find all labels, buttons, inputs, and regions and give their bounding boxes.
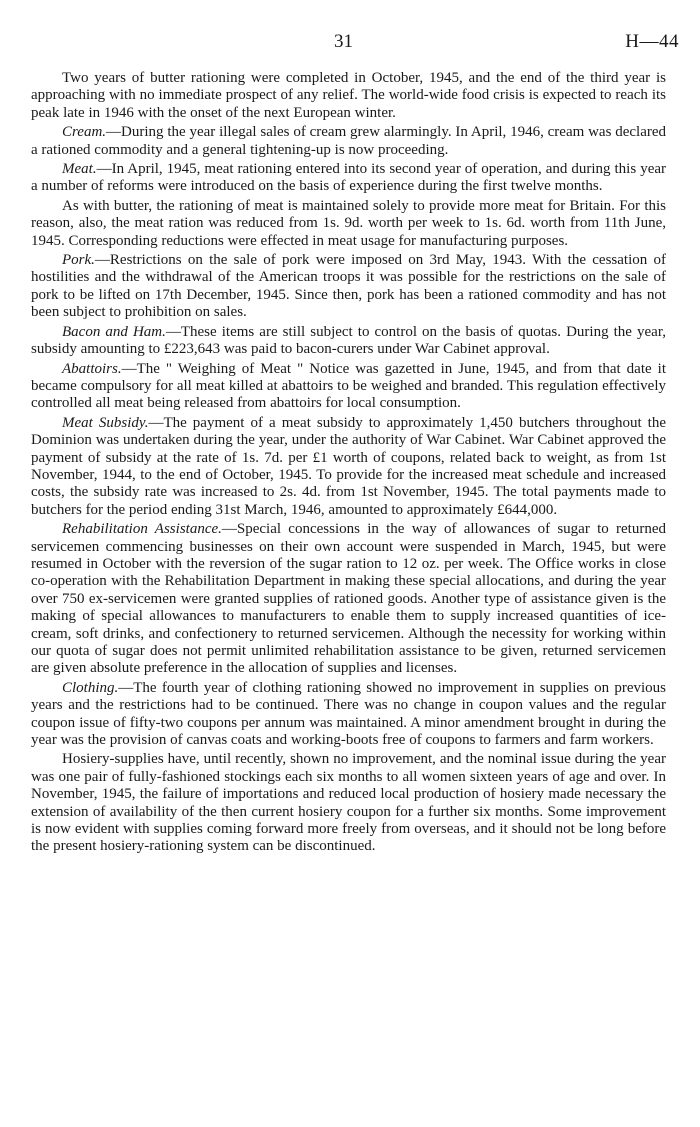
paragraph-meat — [31, 161, 666, 196]
page-number: 31 — [334, 31, 353, 52]
paragraph-text: —The " Weighing of Meat " Notice was gazetted in June, 1945, and from that date it became compulsory for all meat killed at abattoirs to be weighed and branded. This regulation effectively controlled all meat being released from abattoirs for local consumption. — [31, 360, 666, 412]
paragraph-meat-britain — [31, 198, 666, 250]
paragraph-text: As with butter, the rationing of meat is maintained solely to provide more meat for Britain. For this reason, also, the meat ration was reduced from 1s. 9d. worth per week to 1s. 6d. worth from 11th June, 1945. Corresponding reductions were effected in meat usage for manufacturing purposes. — [31, 197, 666, 249]
paragraph-text: —Restrictions on the sale of pork were imposed on 3rd May, 1943. With the cessation of hostilities and the withdrawal of the American troops it was possible for the restrictions on the sale of pork to be lifted on 17th December, 1945. Since then, pork has been a rationed commodity and has not been subject to prohibition on sales. — [31, 252, 666, 321]
paragraph-text: —In April, 1945, meat rationing entered into its second year of operation, and during this year a number of reforms were introduced on the basis of experience during the first twelve months. — [31, 161, 666, 195]
paragraph-text: Hosiery-supplies have, until recently, shown no improvement, and the nominal issue during the year was one pair of fully-fashioned stockings each six months to all women sixteen years of age and over. In November, 1945, the failure of importations and reduced local production of hosiery made necessary the extension of availability of the then current hosiery coupon for a further six months. Some improvement is now evident with supplies coming forward more freely from overseas, and it should not be long before the present hosiery-rationing system can be discontinued. — [31, 751, 666, 855]
paragraph-rehabilitation — [31, 521, 666, 678]
section-heading: Rehabilitation Assistance. — [62, 521, 222, 538]
paragraph-cream — [31, 124, 666, 159]
document-reference: H—44 — [625, 31, 679, 52]
paragraph-pork — [31, 252, 666, 322]
section-heading: Meat Subsidy. — [62, 414, 149, 431]
paragraph-text: —These items are still subject to control on the basis of quotas. During the year, subsidy amounting to £223,643 was paid to bacon-curers under War Cabinet approval. — [31, 323, 666, 358]
body-text — [31, 70, 666, 858]
paragraph-text: Two years of butter rationing were completed in October, 1945, and the end of the third year is approaching with no immediate prospect of any relief. The world-wide food crisis is expected to reach its peak late in 1946 with the onset of the next European winter. — [31, 70, 666, 121]
paragraph-clothing — [31, 680, 666, 750]
paragraph-text: —Special concessions in the way of allowances of sugar to returned servicemen commencing businesses on their own account were suspended in March, 1945, but were resumed in October with the reversion of the sugar ration to 12 oz. per week. The Office works in close co-operation with the Rehabilitation Department in making these special allocations, and during the year over 750 ex-servicemen were granted supplies of rationed goods. Another type of assistance given is the making of special allowances to manufacturers to enable them to supply increased quantities of ice-cream, soft drinks, and confectionery to returned servicemen. Although the necessity for working within our quota of sugar does not permit unlimited rehabilitation assistance to be given, returned servicemen are given absolute preference in the allocation of supplies and licenses. — [31, 521, 666, 677]
section-heading: Bacon and Ham. — [62, 323, 166, 340]
section-heading: Cream. — [62, 124, 107, 141]
paragraph-hosiery — [31, 751, 666, 855]
section-heading: Meat. — [62, 161, 97, 178]
section-heading: Clothing. — [62, 679, 119, 696]
paragraph-abattoirs — [31, 361, 666, 413]
paragraph-meat-subsidy — [31, 415, 666, 519]
section-heading: Pork. — [62, 252, 95, 269]
paragraph-bacon-ham — [31, 324, 666, 359]
section-heading: Abattoirs. — [62, 360, 122, 377]
paragraph-text: —The fourth year of clothing rationing showed no improvement in supplies on previous years and the restrictions had to be continued. There was no change in coupon values and the regular coupon issue of fifty-two coupons per annum was maintained. A minor amendment brought in during the year was the provision of canvas coats and working-boots free of coupons to farmers and farm workers. — [31, 679, 666, 749]
paragraph-text: —The payment of a meat subsidy to approximately 1,450 butchers throughout the Dominion was undertaken during the year, under the authority of War Cabinet. War Cabinet approved the payment of subsidy at the rate of 1s. 7d. per £1 worth of coupons, related back to weight, as from 1st November, 1944, to the end of October, 1945. To provide for the increased meat schedule and increased costs, the subsidy rate was increased to 2s. 4d. from 1st November, 1945. The total payments made to butchers for the period ending 31st March, 1946, amounted to approximately £644,000. — [31, 414, 666, 518]
paragraph-text: —During the year illegal sales of cream grew alarmingly. In April, 1946, cream was declared a rationed commodity and a general tightening-up is now proceeding. — [31, 124, 666, 158]
paragraph-butter-rationing — [31, 70, 666, 122]
